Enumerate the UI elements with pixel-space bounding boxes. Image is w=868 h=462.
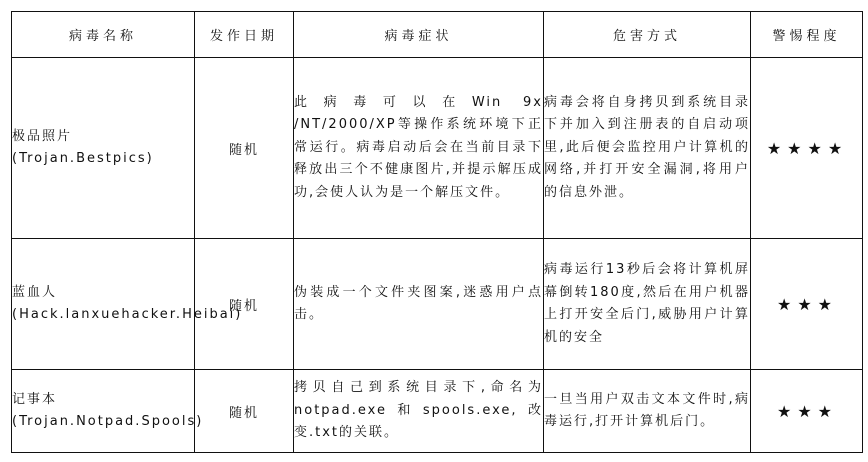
table-row xyxy=(12,58,863,239)
table-row xyxy=(12,239,863,370)
star-icon: ★ xyxy=(797,294,816,314)
header-harm-method: 危害方式 xyxy=(544,12,751,58)
table-row xyxy=(12,370,863,453)
header-virus-symptom: 病毒症状 xyxy=(294,12,544,58)
star-icon: ★ xyxy=(787,138,806,158)
star-icon: ★ xyxy=(766,138,786,158)
symptom-cell: 伪装成一个文件夹图案,迷惑用户点击。 xyxy=(294,239,544,370)
star-rating xyxy=(776,295,837,314)
header-onset-date: 发作日期 xyxy=(195,12,294,58)
alert-level-cell xyxy=(751,370,863,453)
star-icon: ★ xyxy=(797,401,816,421)
onset-date-cell: 随机 xyxy=(195,58,294,239)
table-header-row xyxy=(12,12,863,58)
harm-cell: 一旦当用户双击文本文件时,病毒运行,打开计算机后门。 xyxy=(544,370,751,453)
star-icon: ★ xyxy=(776,401,796,421)
virus-info-table xyxy=(11,11,863,453)
virus-name-cell: 极品照片 (Trojan.Bestpics) xyxy=(12,58,195,239)
harm-cell: 病毒会将自身拷贝到系统目录下并加入到注册表的自启动项里,此后便会监控用户计算机的网络,并打开安全漏洞,将用户的信息外泄。 xyxy=(544,58,751,239)
star-icon: ★ xyxy=(776,294,796,314)
onset-date-cell: 随机 xyxy=(195,370,294,453)
symptom-cell: 拷贝自己到系统目录下,命名为notpad.exe和spools.exe,改变.txt的关联。 xyxy=(294,370,544,453)
alert-level-cell xyxy=(751,239,863,370)
star-icon: ★ xyxy=(817,401,837,421)
star-rating xyxy=(776,402,837,421)
star-icon: ★ xyxy=(807,138,826,158)
harm-cell: 病毒运行13秒后会将计算机屏幕倒转180度,然后在用户机器上打开安全后门,威胁用户计算机的安全 xyxy=(544,239,751,370)
star-rating xyxy=(766,139,847,158)
header-virus-name: 病毒名称 xyxy=(12,12,195,58)
virus-name-cell: 蓝血人 (Hack.lanxuehacker.Heibai) xyxy=(12,239,195,370)
symptom-cell: 此病毒可以在Win 9x /NT/2000/XP等操作系统环境下正常运行。病毒启动后会在当前目录下释放出三个不健康图片,并提示解压成功,会使人认为是一个解压文件。 xyxy=(294,58,544,239)
header-alert-level: 警惕程度 xyxy=(751,12,863,58)
star-icon: ★ xyxy=(827,138,847,158)
alert-level-cell xyxy=(751,58,863,239)
star-icon: ★ xyxy=(817,294,837,314)
onset-date-cell: 随机 xyxy=(195,239,294,370)
virus-name-cell: 记事本 (Trojan.Notpad.Spools) xyxy=(12,370,195,453)
